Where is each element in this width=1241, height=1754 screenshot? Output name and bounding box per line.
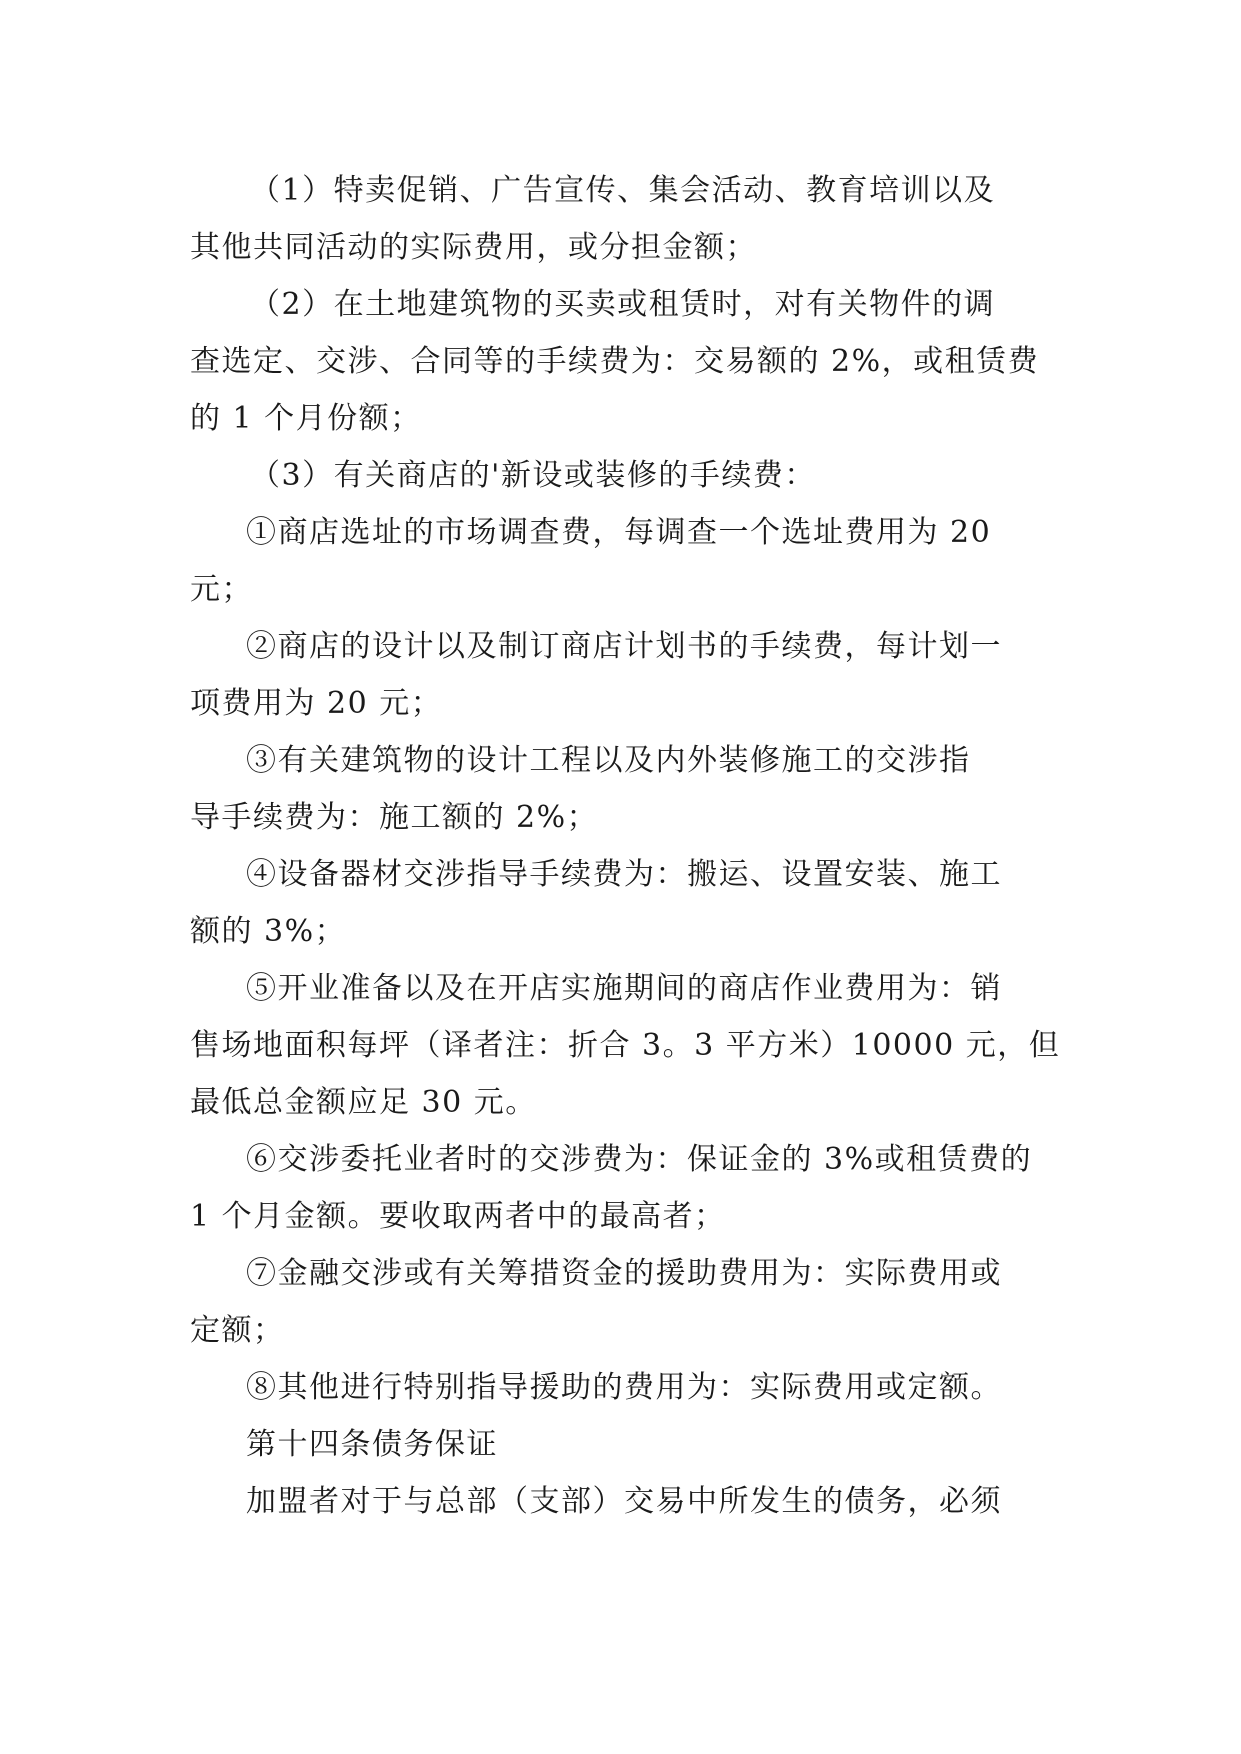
paragraph-line: 1 个月金额。要收取两者中的最高者；: [190, 1199, 726, 1234]
paragraph-line: ⑦金融交涉或有关筹措资金的援助费用为：实际费用或: [246, 1256, 1002, 1291]
paragraph-line: ⑧其他进行特别指导援助的费用为：实际费用或定额。: [246, 1370, 1002, 1405]
paragraph-line: 项费用为 20 元；: [190, 686, 443, 721]
paragraph-line: ②商店的设计以及制订商店计划书的手续费，每计划一: [246, 629, 1002, 664]
body-text: [190, 162, 1060, 1530]
paragraph-line: 加盟者对于与总部（支部）交易中所发生的债务，必须: [246, 1484, 1002, 1519]
paragraph-line: ③有关建筑物的设计工程以及内外装修施工的交涉指: [246, 743, 971, 778]
paragraph-line: ⑥交涉委托业者时的交涉费为：保证金的 3%或租赁费的: [246, 1142, 1033, 1177]
paragraph-line: 其他共同活动的实际费用，或分担金额；: [190, 230, 757, 265]
paragraph-line: 售场地面积每坪（译者注：折合 3。3 平方米）10000 元，但: [190, 1028, 1061, 1063]
paragraph-line: 元；: [190, 572, 253, 607]
paragraph-line: 导手续费为：施工额的 2%；: [190, 800, 599, 835]
paragraph-line: 的 1 个月份额；: [190, 401, 422, 436]
paragraph-line: 最低总金额应足 30 元。: [190, 1085, 537, 1120]
paragraph-line: （1）特卖促销、广告宣传、集会活动、教育培训以及: [250, 173, 996, 208]
paragraph-line: ①商店选址的市场调查费，每调查一个选址费用为 20: [246, 515, 992, 550]
paragraph-line: 额的 3%；: [190, 914, 347, 949]
paragraph-line: ⑤开业准备以及在开店实施期间的商店作业费用为：销: [246, 971, 1002, 1006]
paragraph-line: （2）在土地建筑物的买卖或租赁时，对有关物件的调: [250, 287, 996, 322]
section-heading: 第十四条债务保证: [246, 1427, 498, 1462]
paragraph-line: 查选定、交涉、合同等的手续费为：交易额的 2%，或租赁费: [190, 344, 1040, 379]
paragraph-line: ④设备器材交涉指导手续费为：搬运、设置安装、施工: [246, 857, 1002, 892]
paragraph-line: （3）有关商店的'新设或装修的手续费：: [250, 458, 816, 493]
paragraph-line: 定额；: [190, 1313, 285, 1348]
